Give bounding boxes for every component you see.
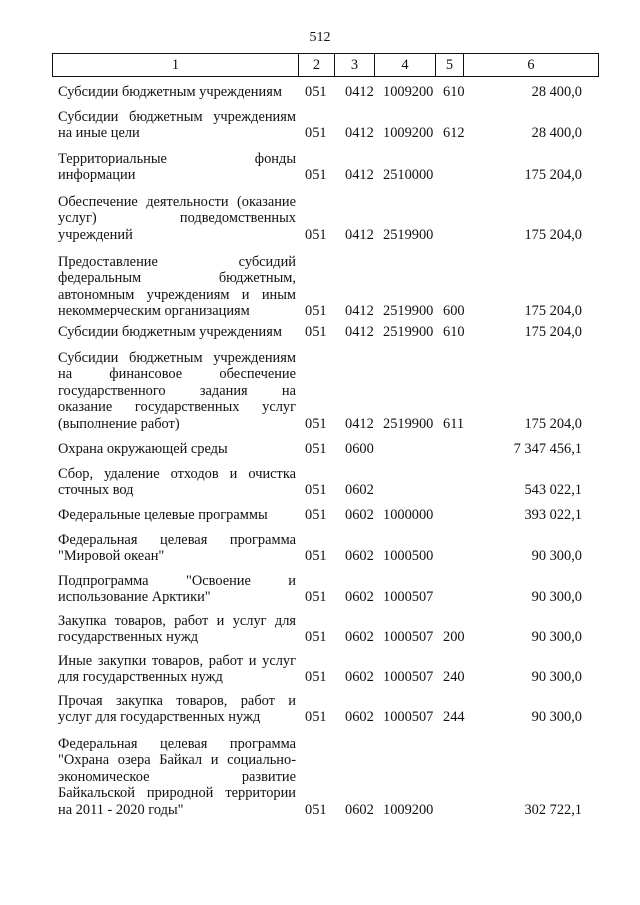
cell-c3: 0600	[345, 440, 374, 457]
cell-c2: 051	[305, 709, 327, 726]
row-name	[58, 350, 296, 432]
cell-c3: 0412	[345, 167, 374, 184]
cell-c2: 051	[305, 167, 327, 184]
row-name	[58, 532, 296, 565]
cell-c3: 0602	[345, 709, 374, 726]
column-header-2: 2	[299, 54, 335, 77]
cell-c5: 610	[443, 323, 465, 340]
row-name-line: услуг) подведомственных	[58, 210, 296, 227]
cell-c5: 611	[443, 415, 465, 432]
table-row	[0, 507, 640, 523]
cell-c4: 1000507	[383, 589, 434, 606]
cell-c6: 28 400,0	[531, 83, 582, 100]
row-name-line: "Охрана озера Байкал и социально-	[58, 752, 296, 769]
cell-c4: 1000507	[383, 709, 434, 726]
table-row	[0, 466, 640, 499]
cell-c6: 90 300,0	[531, 589, 582, 606]
row-name-line: Подпрограмма "Освоение и	[58, 573, 296, 589]
cell-c5: 600	[443, 303, 465, 320]
column-header-1: 1	[53, 54, 299, 77]
cell-c3: 0602	[345, 589, 374, 606]
row-name	[58, 441, 296, 457]
cell-c3: 0412	[345, 415, 374, 432]
cell-c2: 051	[305, 589, 327, 606]
cell-c4: 2519900	[383, 226, 434, 243]
row-name-line: государственных нужд	[58, 629, 199, 646]
row-name-line: Прочая закупка товаров, работ и	[58, 693, 296, 709]
cell-c3: 0412	[345, 125, 374, 142]
row-name-line: оказание государственных услуг	[58, 399, 296, 416]
row-name-line: использование Арктики"	[58, 589, 211, 606]
cell-c3: 0412	[345, 226, 374, 243]
cell-c2: 051	[305, 125, 327, 142]
row-name-line: автономным учреждениям и иным	[58, 286, 296, 303]
row-name-line: на иные цели	[58, 125, 140, 142]
row-name	[58, 254, 296, 320]
row-name-line: Федеральная целевая программа	[58, 736, 296, 752]
row-name	[58, 109, 296, 142]
column-header-3: 3	[335, 54, 375, 77]
row-name-line: экономическое развитие	[58, 768, 296, 785]
cell-c6: 90 300,0	[531, 548, 582, 565]
cell-c2: 051	[305, 226, 327, 243]
table-row	[0, 324, 640, 340]
row-name-line: сточных вод	[58, 482, 134, 499]
cell-c2: 051	[305, 482, 327, 499]
cell-c4: 2519900	[383, 303, 434, 320]
cell-c3: 0602	[345, 482, 374, 499]
row-name	[58, 324, 296, 340]
cell-c3: 0602	[345, 506, 374, 523]
row-name-line: Субсидии бюджетным учреждениям	[58, 350, 296, 366]
row-name-line: на финансовое обеспечение	[58, 366, 296, 383]
row-name-line: учреждений	[58, 226, 133, 243]
table-row	[0, 109, 640, 142]
cell-c6: 90 300,0	[531, 629, 582, 646]
cell-c6: 28 400,0	[531, 125, 582, 142]
row-name	[58, 613, 296, 646]
row-name-line: (выполнение работ)	[58, 415, 180, 432]
table-row	[0, 573, 640, 606]
cell-c2: 051	[305, 548, 327, 565]
cell-c6: 175 204,0	[524, 226, 582, 243]
row-name-line: Байкальской природной территории	[58, 785, 296, 802]
cell-c2: 051	[305, 323, 327, 340]
cell-c3: 0602	[345, 629, 374, 646]
cell-c2: 051	[305, 801, 327, 818]
row-name-line: Субсидии бюджетным учреждениям	[58, 109, 296, 125]
cell-c4: 1000507	[383, 629, 434, 646]
cell-c2: 051	[305, 629, 327, 646]
row-name-line: на 2011 - 2020 годы"	[58, 801, 184, 818]
cell-c6: 543 022,1	[524, 482, 582, 499]
row-name	[58, 466, 296, 499]
row-name-line: услуг для государственных нужд	[58, 709, 261, 726]
cell-c4: 1009200	[383, 125, 434, 142]
row-name-line: Сбор, удаление отходов и очистка	[58, 466, 296, 482]
cell-c6: 175 204,0	[524, 415, 582, 432]
row-name	[58, 573, 296, 606]
cell-c6: 302 722,1	[524, 801, 582, 818]
row-name-line: государственного задания на	[58, 382, 296, 399]
row-name	[58, 194, 296, 243]
table-row	[0, 254, 640, 320]
table-row	[0, 736, 640, 818]
cell-c5: 240	[443, 669, 465, 686]
cell-c3: 0412	[345, 83, 374, 100]
cell-c2: 051	[305, 415, 327, 432]
cell-c3: 0602	[345, 801, 374, 818]
cell-c4: 1009200	[383, 83, 434, 100]
cell-c4: 1000507	[383, 669, 434, 686]
cell-c6: 7 347 456,1	[513, 440, 582, 457]
table-row	[0, 613, 640, 646]
row-name-line: информации	[58, 167, 136, 184]
row-name-line: Федеральная целевая программа	[58, 532, 296, 548]
row-name	[58, 736, 296, 818]
column-header-4: 4	[375, 54, 436, 77]
cell-c4: 1000000	[383, 506, 434, 523]
cell-c6: 175 204,0	[524, 303, 582, 320]
cell-c5: 610	[443, 83, 465, 100]
row-name-line: Охрана окружающей среды	[58, 441, 228, 457]
cell-c6: 175 204,0	[524, 167, 582, 184]
row-name-line: Федеральные целевые программы	[58, 507, 268, 523]
cell-c4: 1009200	[383, 801, 434, 818]
cell-c6: 393 022,1	[524, 506, 582, 523]
page-number: 512	[309, 30, 331, 45]
row-name-line: Иные закупки товаров, работ и услуг	[58, 653, 296, 669]
cell-c4: 2519900	[383, 323, 434, 340]
cell-c4: 2519900	[383, 415, 434, 432]
row-name	[58, 693, 296, 726]
row-name	[58, 507, 296, 523]
row-name-line: "Мировой океан"	[58, 548, 165, 565]
cell-c2: 051	[305, 303, 327, 320]
row-name	[58, 84, 296, 100]
cell-c6: 90 300,0	[531, 709, 582, 726]
cell-c4: 2510000	[383, 167, 434, 184]
cell-c3: 0602	[345, 548, 374, 565]
cell-c5: 612	[443, 125, 465, 142]
row-name-line: Предоставление субсидий	[58, 254, 296, 270]
cell-c6: 90 300,0	[531, 669, 582, 686]
row-name-line: Закупка товаров, работ и услуг для	[58, 613, 296, 629]
cell-c2: 051	[305, 506, 327, 523]
cell-c6: 175 204,0	[524, 323, 582, 340]
row-name-line: для государственных нужд	[58, 669, 223, 686]
row-name	[58, 151, 296, 184]
cell-c2: 051	[305, 83, 327, 100]
table-row	[0, 84, 640, 100]
row-name-line: Обеспечение деятельности (оказание	[58, 194, 296, 210]
cell-c3: 0412	[345, 303, 374, 320]
table-row	[0, 653, 640, 686]
table-row	[0, 194, 640, 243]
table-row	[0, 441, 640, 457]
table-row	[0, 532, 640, 565]
column-header-6: 6	[464, 54, 599, 77]
table-row	[0, 350, 640, 432]
cell-c5: 200	[443, 629, 465, 646]
cell-c5: 244	[443, 709, 465, 726]
row-name-line: Субсидии бюджетным учреждениям	[58, 84, 282, 100]
row-name-line: Территориальные фонды	[58, 151, 296, 167]
table-row	[0, 151, 640, 184]
cell-c4: 1000500	[383, 548, 434, 565]
column-header-5: 5	[436, 54, 464, 77]
cell-c3: 0412	[345, 323, 374, 340]
cell-c2: 051	[305, 669, 327, 686]
row-name	[58, 653, 296, 686]
table-row	[0, 693, 640, 726]
row-name-line: федеральным бюджетным,	[58, 270, 296, 287]
row-name-line: Субсидии бюджетным учреждениям	[58, 324, 282, 340]
cell-c2: 051	[305, 440, 327, 457]
row-name-line: некоммерческим организациям	[58, 303, 250, 320]
cell-c3: 0602	[345, 669, 374, 686]
